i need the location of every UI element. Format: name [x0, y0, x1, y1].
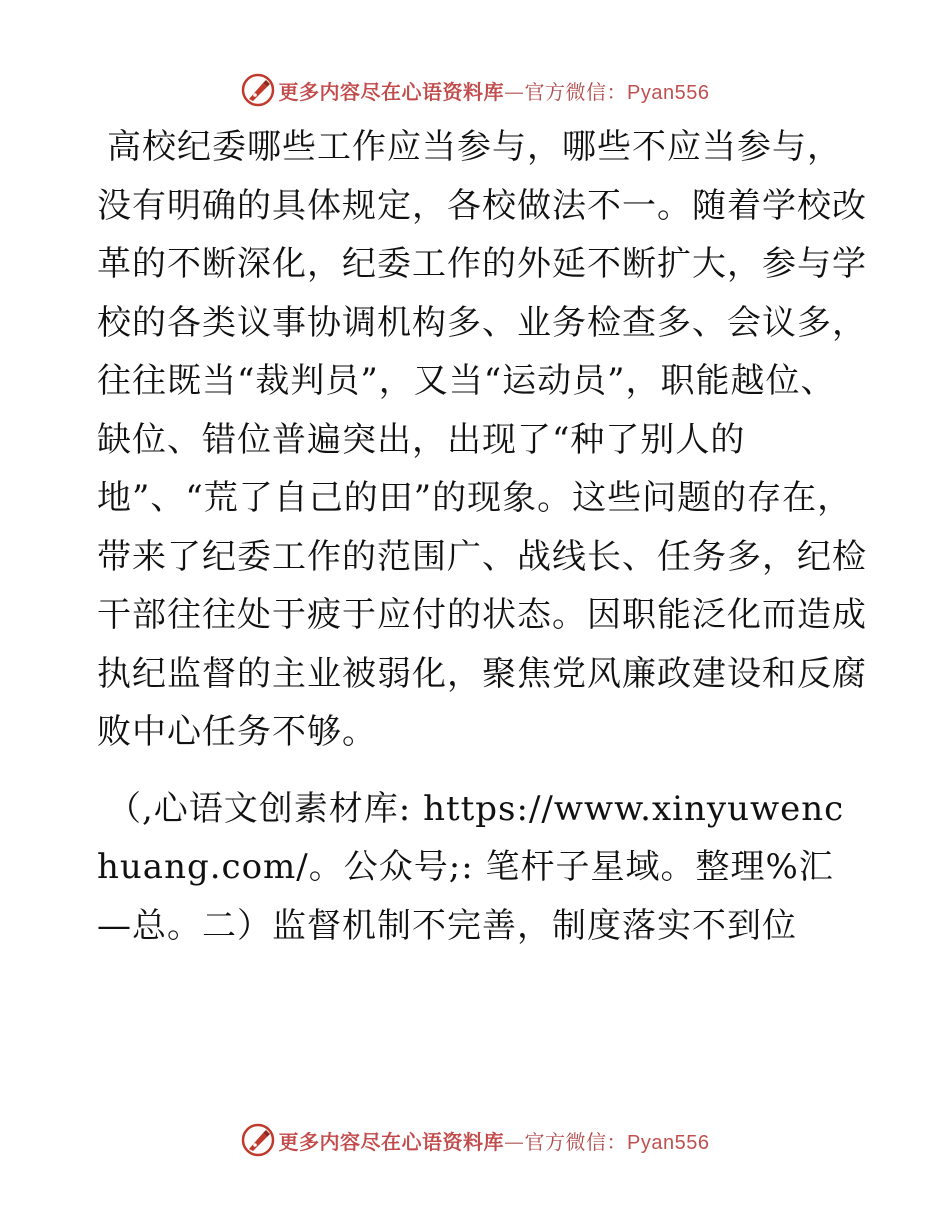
- footer-site-text: 更多内容尽在心语资料库: [278, 1129, 505, 1154]
- pen-logo-icon: [241, 73, 275, 107]
- header-separator: —: [504, 79, 525, 104]
- header-wechat-label: 官方微信：: [524, 79, 628, 104]
- header-banner-text: [279, 76, 710, 105]
- footer-wechat-label: 官方微信：: [524, 1129, 628, 1154]
- document-body: [97, 118, 867, 955]
- body-paragraph-1: 高校纪委哪些工作应当参与，哪些不应当参与，没有明确的具体规定，各校做法不一。随着学校改革的不断深化，纪委工作的外延不断扩大，参与学校的各类议事协调机构多、业务检查多、会议多，往往既当“裁判员”，又当“运动员”，职能越位、缺位、错位普遍突出，出现了“种了别人的地”、“荒了自己的田”的现象。这些问题的存在，带来了纪委工作的范围广、战线长、任务多，纪检干部往往处于疲于应付的状态。因职能泛化而造成执纪监督的主业被弱化，聚焦党风廉政建设和反腐败中心任务不够。: [97, 127, 867, 752]
- header-site-text: 更多内容尽在心语资料库: [278, 79, 505, 104]
- footer-separator: —: [504, 1129, 525, 1154]
- footer-banner: [0, 1120, 950, 1160]
- body-paragraph-2: （,心语文创素材库: https://www.xinyuwenchuang.com/。公众号;: 笔杆子星域。整理%汇—总。二）监督机制不完善，制度落实不到位: [97, 788, 845, 946]
- header-banner: [0, 70, 950, 110]
- footer-banner-text: [279, 1126, 710, 1155]
- header-wechat-id: Pyan556: [627, 81, 710, 104]
- footer-wechat-id: Pyan556: [627, 1131, 710, 1154]
- pen-logo-icon: [241, 1123, 275, 1157]
